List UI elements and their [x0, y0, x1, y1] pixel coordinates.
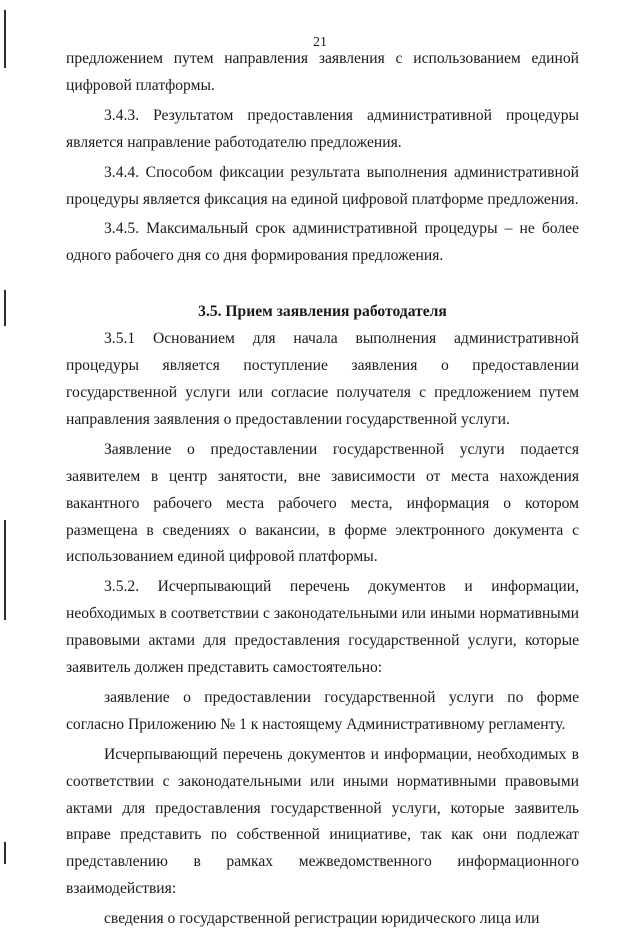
document-body [66, 46, 579, 933]
section-heading: 3.5. Прием заявления работодателя [198, 303, 447, 321]
paragraph-application-form: заявление о предоставлении государственной услуги по форме согласно Приложению № 1 к настоящему Административному регламенту. [66, 688, 579, 733]
paragraph-3-4-3: 3.4.3. Результатом предоставления административной процедуры является направление работодателю предложения. [66, 106, 579, 151]
paragraph-continuation: предложением путем направления заявления с использованием единой цифровой платформы. [66, 50, 579, 94]
page-number: 21 [313, 35, 327, 50]
scan-margin-mark-bottom [4, 842, 6, 864]
paragraph-registration-info: сведения о государственной регистрации юридического лица или [104, 910, 540, 928]
paragraph-3-4-5: 3.4.5. Максимальный срок административной процедуры – не более одного рабочего дня со дня формирования предложения. [66, 220, 579, 265]
paragraph-3-5-1: 3.5.1 Основанием для начала выполнения административной процедуры является поступление заявления о предоставлении государственной услуги или согласие получателя с предложением путем направления заявления о предоставлении государственной услуги. [66, 330, 579, 428]
scan-margin-mark-middle [4, 290, 6, 326]
paragraph-3-5-2: 3.5.2. Исчерпывающий перечень документов и информации, необходимых в соответствии с законодательными или иными нормативными правовыми актами для предоставления государственной услуги, которые заявитель должен представить самостоятельно: [66, 578, 579, 677]
paragraph-3-4-4: 3.4.4. Способом фиксации результата выполнения административной процедуры является фиксация на единой цифровой платформе предложения. [66, 163, 579, 208]
paragraph-interagency-documents: Исчерпывающий перечень документов и информации, необходимых в соответствии с законодательными или иными нормативными правовыми актами для предоставления государственной услуги, которые заявитель вправе представить по собственной инициативе, так как они подлежат представлению в рамках межведомственного информационного взаимодействия: [66, 745, 579, 898]
scan-margin-mark-lower [4, 520, 6, 620]
paragraph-application-submission: Заявление о предоставлении государственной услуги подается заявителем в центр занятости, вне зависимости от места нахождения вакантного рабочего места рабочего места, информация о котором размещена в сведениях о вакансии, в форме электронного документа с использованием единой цифровой платформы. [66, 440, 579, 566]
